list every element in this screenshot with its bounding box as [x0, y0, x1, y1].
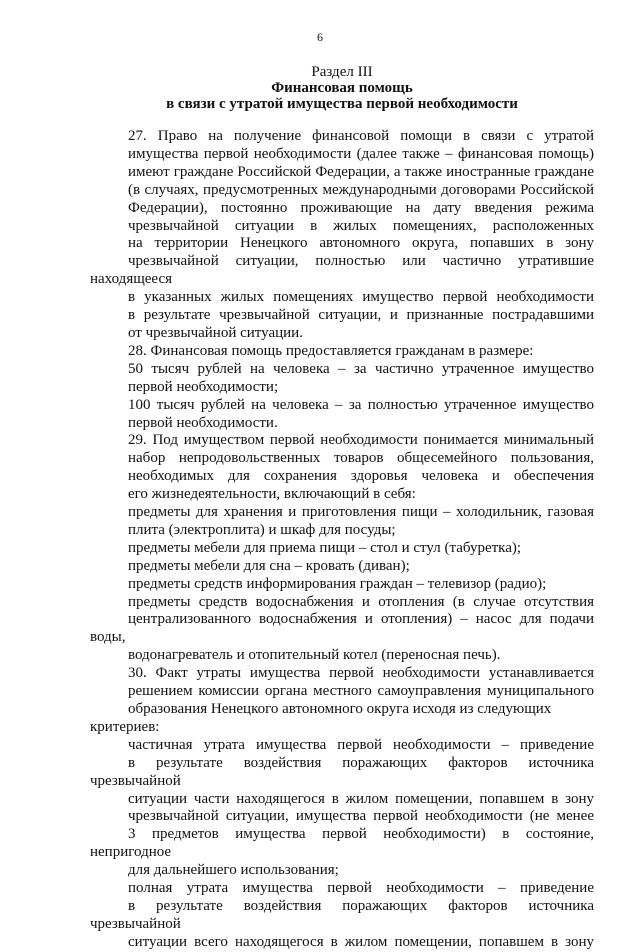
text-line: предметы для хранения и приготовления пищи – холодильник, газовая [128, 504, 594, 521]
paragraph [90, 128, 594, 343]
text-line: в результате чрезвычайной ситуации, и признанные пострадавшими [128, 307, 594, 324]
text-line: имущества первой необходимости (далее также – финансовая помощь) [128, 145, 594, 162]
paragraph [90, 343, 594, 361]
text-line: полная утрата имущества первой необходимости – приведение [128, 880, 594, 897]
text-line: предметы средств водоснабжения и отопления (в случае отсутствия [128, 593, 594, 610]
text-line: (в случаях, предусмотренных международными договорами Российской [128, 181, 594, 198]
text-line: 29. Под имуществом первой необходимости понимается минимальный [128, 432, 594, 449]
text-line: 100 тысяч рублей на человека – за полностью утраченное имущество [128, 396, 594, 413]
text-line: Федерации), постоянно проживающие на дату введения режима [128, 199, 594, 216]
section-heading [90, 64, 594, 112]
text-line: предметы мебели для приема пищи – стол и стул (табуретка); [128, 539, 522, 556]
text-line: плита (электроплита) и шкаф для посуды; [128, 521, 396, 538]
text-line: решением комиссии органа местного самоуправления муниципального [128, 683, 594, 700]
text-line: его жизнедеятельности, включающий в себя: [128, 486, 416, 503]
text-line: 28. Финансовая помощь предоставляется гражданам в размере: [128, 342, 534, 359]
document-body [90, 128, 594, 952]
paragraph [90, 880, 594, 952]
text-line: первой необходимости. [128, 414, 278, 431]
paragraph [90, 361, 594, 397]
text-line: чрезвычайной ситуации в жилых помещениях, расположенных [128, 217, 594, 234]
text-line: имеют граждане Российской Федерации, а также иностранные граждане [128, 163, 594, 180]
text-line: 3 предметов имущества первой необходимости) в состояние, непригодное [90, 826, 594, 861]
text-line: образования Ненецкого автономного округа исходя из следующих критериев: [90, 701, 552, 735]
text-line: ситуации части находящегося в жилом помещении, попавшем в зону [128, 790, 594, 807]
text-line: ситуации всего находящегося в жилом помещении, попавшем в зону [128, 933, 594, 950]
text-line: в результате воздействия поражающих факторов источника чрезвычайной [90, 754, 594, 789]
text-line: 30. Факт утраты имущества первой необходимости устанавливается [128, 665, 594, 682]
text-line: водонагреватель и отопительный котел (переносная печь). [128, 647, 501, 664]
text-line: первой необходимости; [128, 378, 279, 395]
text-line: необходимых для сохранения здоровья человека и обеспечения [128, 468, 594, 485]
text-line: набор непродовольственных товаров общесемейного пользования, [128, 450, 594, 467]
paragraph [90, 576, 594, 594]
text-line: предметы средств информирования граждан – телевизор (радио); [128, 575, 547, 592]
text-line: 27. Право на получение финансовой помощи в связи с утратой [128, 128, 594, 144]
text-line: чрезвычайной ситуации, полностью или частично утратившие находящееся [90, 253, 594, 288]
paragraph [90, 594, 594, 666]
paragraph [90, 558, 594, 576]
section-label: Раздел III [311, 64, 373, 80]
text-line: централизованного водоснабжения и отопления) – насос для подачи воды, [90, 611, 594, 646]
text-line: в указанных жилых помещениях имущество первой необходимости [128, 289, 594, 306]
paragraph [90, 737, 594, 880]
paragraph [90, 397, 594, 433]
text-line: от чрезвычайной ситуации. [128, 324, 303, 341]
paragraph [90, 540, 594, 558]
page-number: 6 [317, 30, 323, 44]
text-line: в результате воздействия поражающих факторов источника чрезвычайной [90, 897, 594, 932]
paragraph [90, 504, 594, 540]
text-line: предметы мебели для сна – кровать (диван); [128, 557, 410, 574]
text-line: для дальнейшего использования; [128, 862, 339, 879]
section-title-line2: в связи с утратой имущества первой необходимости [166, 96, 518, 112]
text-line: на территории Ненецкого автономного округа, попавших в зону [128, 235, 594, 252]
section-title-line1: Финансовая помощь [271, 80, 413, 96]
paragraph [90, 432, 594, 504]
text-line: 50 тысяч рублей на человека – за частично утраченное имущество [128, 360, 594, 377]
text-line: частичная утрата имущества первой необходимости – приведение [128, 736, 594, 753]
text-line: чрезвычайной ситуации, имущества первой необходимости (не менее [128, 808, 594, 825]
paragraph [90, 665, 594, 737]
